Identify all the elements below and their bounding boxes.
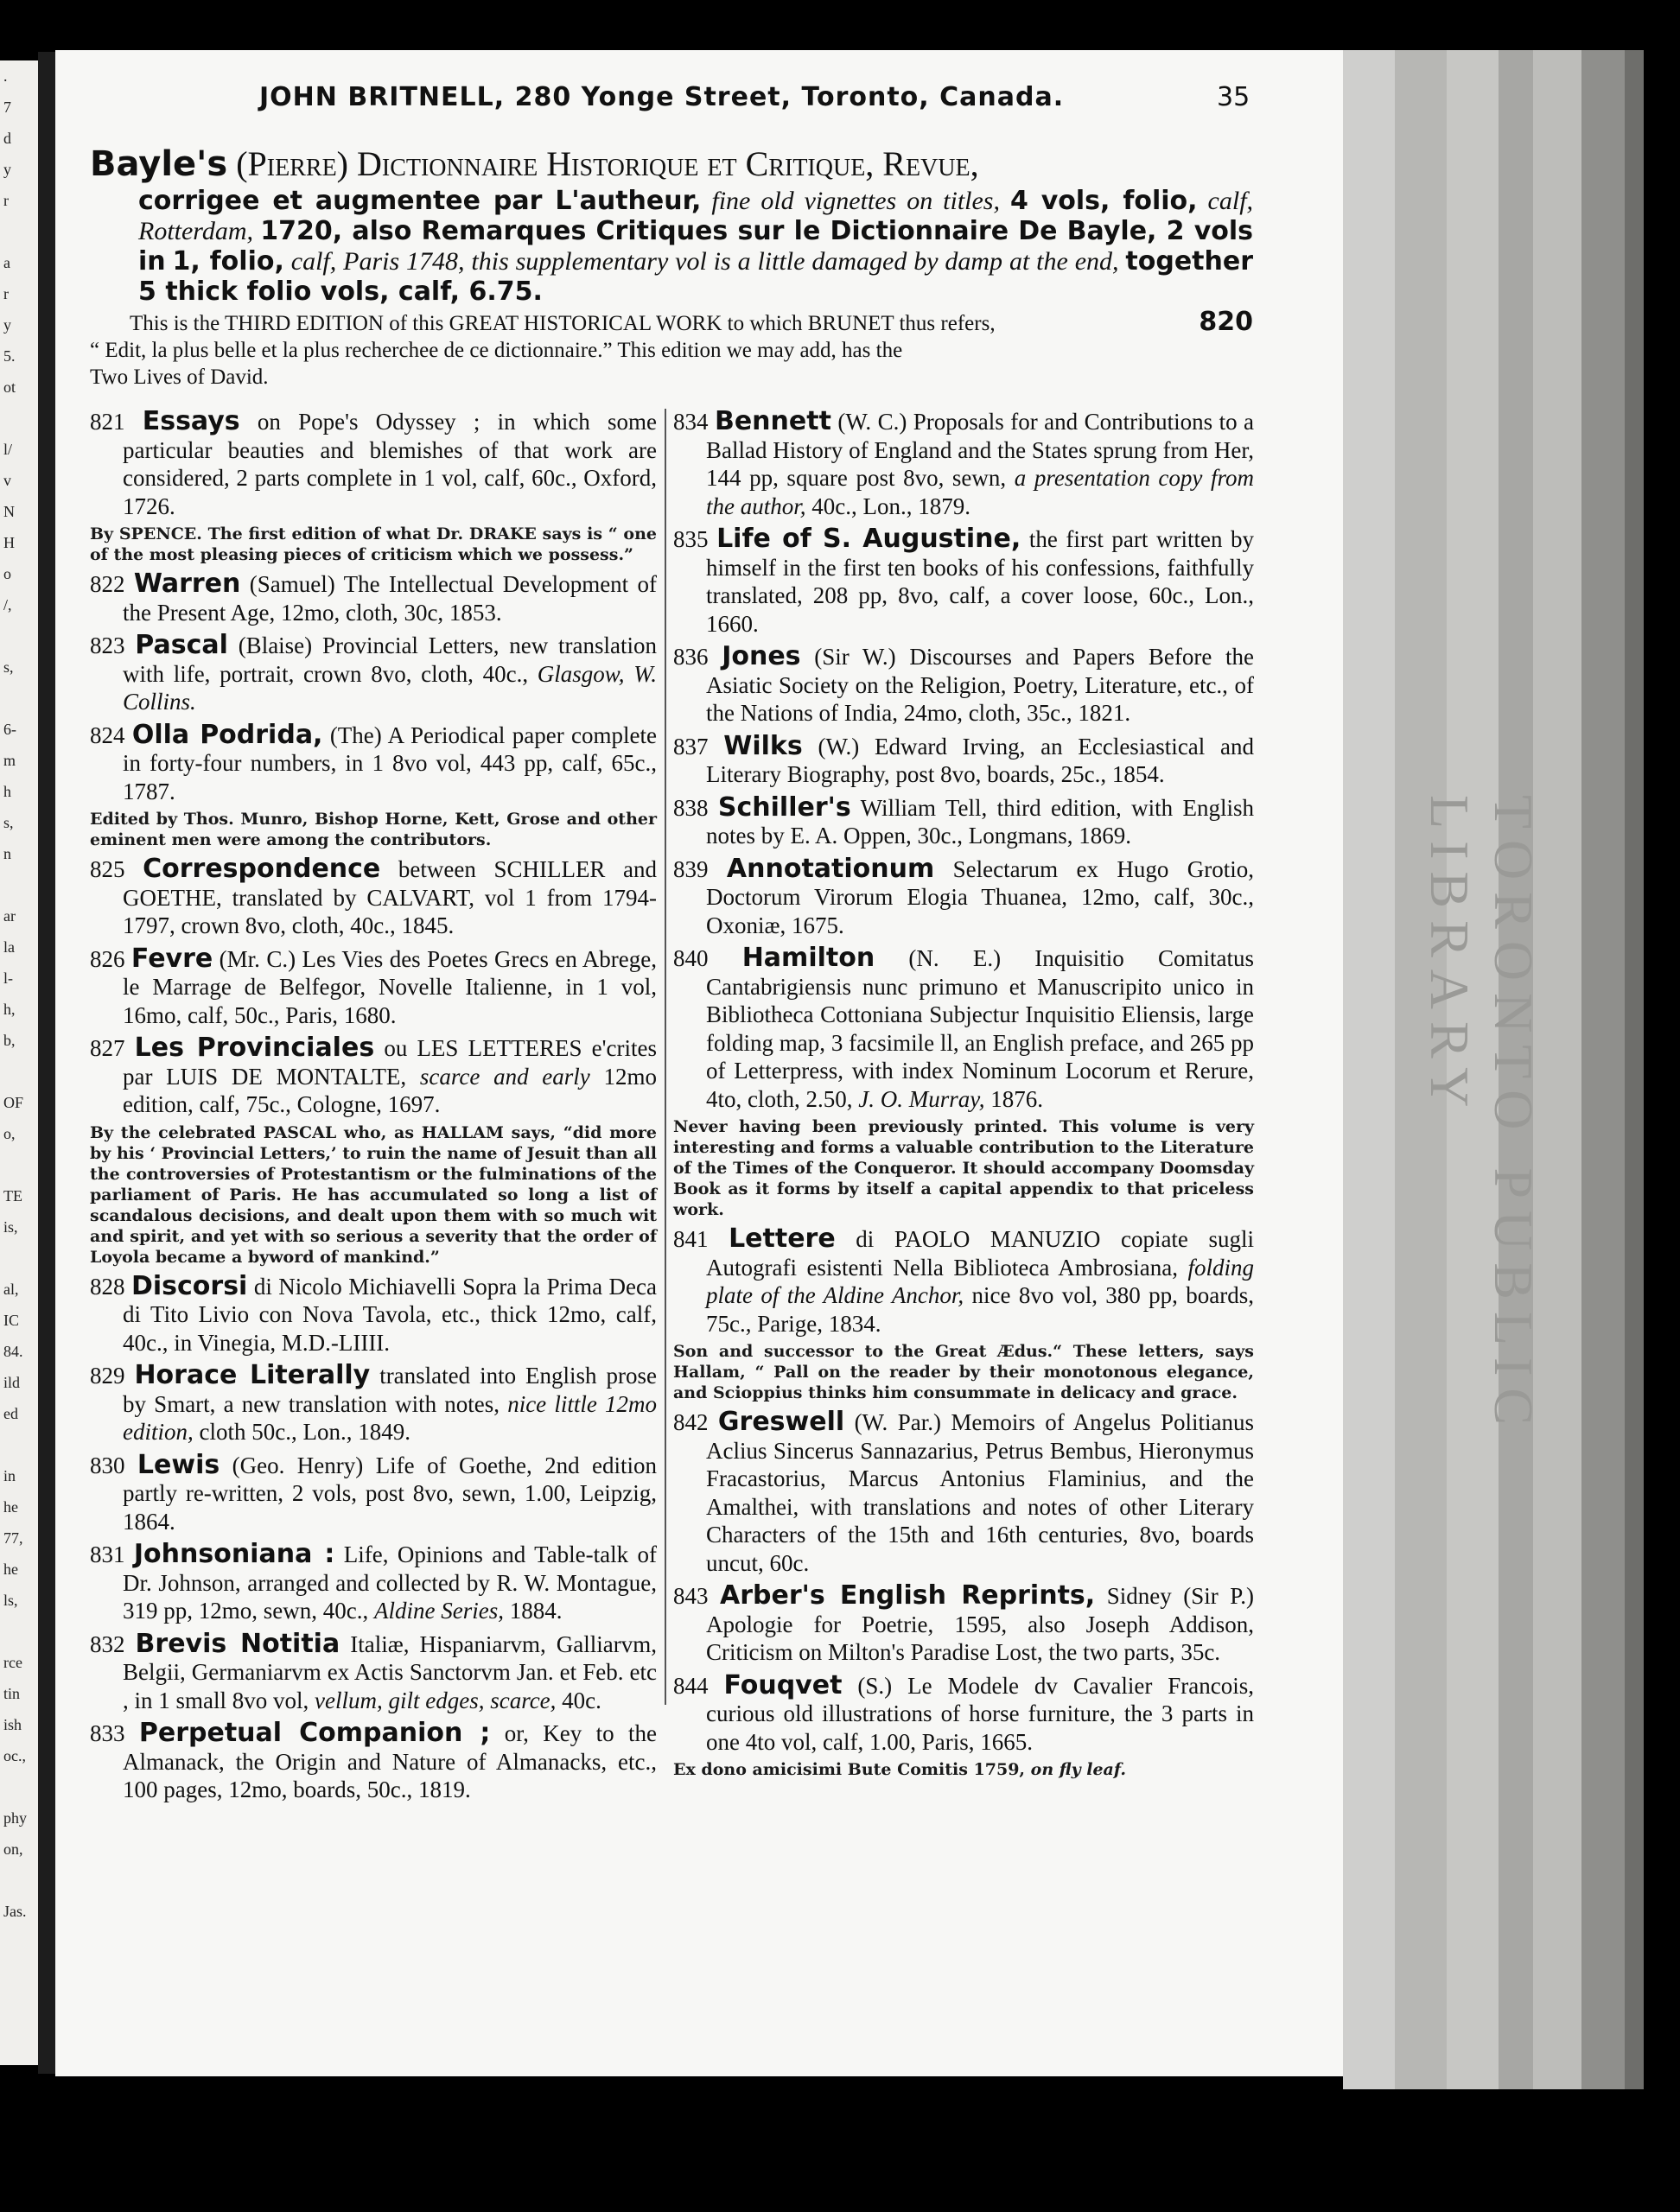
entry-keyword: Wilks: [723, 730, 803, 761]
catalogue-entry: [673, 855, 1254, 940]
entry-keyword: Annotationum: [726, 853, 935, 884]
entry-keyword: Fouqvet: [723, 1669, 843, 1700]
entry-description: (W.) Edward Irving, an Ecclesiastical and Literary Biography, post 8vo, boards, 25c., 1854.: [706, 733, 1255, 787]
entry-lot-number: 844: [673, 1672, 709, 1699]
entry-text: [673, 730, 1255, 789]
margin-fragment: ish: [3, 1716, 22, 1733]
entry-text: [673, 643, 1254, 728]
entry-note: [90, 809, 657, 850]
entry-description-end: 1884.: [509, 1598, 563, 1624]
margin-fragment: o: [3, 565, 11, 582]
entry-lot-number: 834: [673, 409, 709, 435]
margin-fragment: is,: [3, 1218, 18, 1236]
entry-italic: vellum, gilt edges, scarce,: [315, 1687, 557, 1713]
entry-description: (W. Par.) Memoirs of Angelus Politianus Aclius Sincerus Sannazarius, Petrus Bembus, Hieronymus Fracastorius, Marcus Antonius Flaminius, and the Amalthei, with translations and notes of other Literary Characters of the 15th and 16th centuries, 8vo, boards uncut, 60c.: [706, 1409, 1255, 1576]
entry-note: [673, 1116, 1254, 1220]
margin-fragment: [3, 1865, 38, 1896]
margin-fragment: o,: [3, 1125, 16, 1142]
margin-fragment: IC: [3, 1312, 19, 1329]
featured-text: corrigee et augmentee par L'autheur,: [138, 186, 702, 216]
catalogue-entry: [673, 643, 1254, 728]
entry-text: [90, 1630, 657, 1715]
entry-description: Sidney (Sir P.) Apologie for Poetrie, 1595, also Joseph Addison, Criticism on Milton's Paradise Lost, the two parts, 35c.: [706, 1583, 1254, 1665]
catalogue-entry: [673, 1582, 1254, 1667]
entry-keyword: Pascal: [135, 630, 228, 660]
featured-title: [90, 143, 1253, 186]
left-page-edge: [0, 60, 38, 2065]
margin-fragment: n: [3, 845, 11, 862]
catalogue-entry: [673, 1669, 1255, 1781]
featured-text: together 5 thick folio vols, calf, 6.75.: [138, 246, 1254, 307]
entry-description: translated into English prose by Smart, a new translation with notes,: [123, 1363, 657, 1417]
margin-fragment: l-: [3, 969, 13, 987]
featured-text: calf, Paris 1748, this supplementary vol is a little damaged by damp at the end,: [290, 247, 1119, 276]
margin-fragment: he: [3, 1560, 18, 1578]
margin-fragment: 84.: [3, 1343, 23, 1360]
entry-keyword: Discorsi: [130, 1270, 248, 1301]
entry-description: William Tell, third edition, with English notes by E. A. Oppen, 30c., Longmans, 1869.: [706, 794, 1254, 849]
catalogue-entry: [90, 1541, 657, 1625]
featured-text: 4 vols, folio,: [1009, 186, 1198, 216]
catalogue-entry: [90, 1630, 657, 1715]
catalogue-entry: [90, 1034, 657, 1268]
entry-lot-number: 823: [90, 632, 125, 658]
entry-text: [90, 1541, 657, 1625]
entry-lot-number: 825: [90, 856, 125, 882]
margin-fragment: 77,: [3, 1529, 23, 1547]
entry-lot-number: 837: [673, 733, 709, 760]
margin-fragment: /,: [3, 596, 12, 613]
entry-note-text: By the celebrated PASCAL who, as HALLAM says, “did more by his ‘ Provincial Letters,’ to ruin the name of Jesuit than all the controversies of Protestantism or the fulminations of the parliament of Paris. He has accumulated so long a list of scandalous decisions, and dealt upon them with so much wit and spirit, and yet with so serious a severity that the order of Loyola became a byword of mankind.”: [90, 1122, 657, 1267]
entry-keyword: Jones: [722, 641, 801, 671]
featured-text: 1, folio,: [172, 246, 284, 276]
margin-fragment: oc.,: [3, 1747, 26, 1764]
entry-description-end: nice 8vo vol, 380 pp, boards, 75c., Parige, 1834.: [706, 1282, 1255, 1337]
entry-lot-number: 821: [90, 409, 125, 435]
entry-description: (Blaise) Provincial Letters, new translation with life, portrait, crown 8vo, cloth, 40c.,: [123, 632, 657, 687]
entry-description: (Mr. C.) Les Vies des Poetes Grecs en Abrege, le Marrage de Belfegor, Novelle Italienne, in 1 vol, 16mo, calf, 50c., Paris, 1680.: [123, 945, 658, 1028]
entry-keyword: Arber's English Reprints,: [720, 1580, 1096, 1611]
entry-text: [673, 1669, 1255, 1757]
entry-note-text: Never having been previously printed. This volume is very interesting and forms a valuable contribution to the Literature of the Times of the Conqueror. It should accompany Doomsday Book as it forms by itself a capital appendix to that priceless work.: [673, 1117, 1254, 1219]
entry-note: [673, 1759, 1254, 1780]
entry-lot-number: 838: [673, 794, 709, 821]
entry-description-end: cloth 50c., Lon., 1849.: [199, 1419, 410, 1445]
entry-description: (W. C.) Proposals for and Contributions to a Ballad History of England and the States sprung from Her, 144 pp, square post 8vo, sewn,: [706, 409, 1255, 491]
entry-text: [90, 1034, 657, 1119]
page-edge-band: [1625, 50, 1644, 2089]
entry-note-text: By SPENCE. The first edition of what Dr. DRAKE says is “ one of the most pleasing pieces of criticism which we possess.”: [90, 524, 657, 564]
entry-keyword: Lettere: [729, 1224, 836, 1254]
margin-fragment: he: [3, 1498, 18, 1516]
margin-fragment: [3, 1056, 38, 1087]
entry-lot-number: 830: [90, 1452, 125, 1478]
entry-lot-number: 833: [90, 1720, 125, 1746]
margin-fragment: OF: [3, 1094, 24, 1111]
entry-keyword: Correspondence: [143, 854, 381, 884]
entry-description: (S.) Le Modele dv Cavalier Francois, curious old illustrations of horse furniture, the 3 parts in one 4to vol, calf, 1.00, Paris, 1665.: [706, 1672, 1255, 1755]
entry-note: [673, 1341, 1254, 1403]
entry-keyword: Horace Literally: [134, 1360, 371, 1390]
entry-keyword: Life of S. Augustine,: [716, 524, 1021, 554]
catalogue-entry: [90, 632, 657, 716]
library-edge-stamp: [1417, 795, 1544, 1745]
margin-fragment: 6-: [3, 721, 16, 738]
entry-description-end: 40c., Lon., 1879.: [811, 493, 970, 519]
entry-keyword: Brevis Notitia: [135, 1628, 340, 1659]
entry-keyword: Perpetual Companion ;: [138, 1718, 491, 1748]
margin-fragment: ot: [3, 378, 16, 396]
catalogue-entry: [673, 730, 1255, 789]
entry-lot-number: 829: [90, 1363, 125, 1389]
left-margin-fragments: [3, 60, 38, 1927]
margin-fragment: a: [3, 254, 10, 271]
margin-fragment: b,: [3, 1032, 16, 1049]
margin-fragment: m: [3, 752, 16, 769]
margin-fragment: 7: [3, 99, 11, 116]
column-divider: [665, 409, 666, 1705]
catalogue-entry: [90, 721, 657, 851]
entry-text: [673, 1408, 1254, 1577]
featured-text: Rotterdam,: [138, 217, 254, 245]
entry-italic: Glasgow, W. Collins.: [123, 660, 658, 715]
entry-description: on Pope's Odyssey ; in which some particular beauties and blemishes of that work are considered, 2 parts complete in 1 vol, calf, 60c., Oxford, 1726.: [123, 409, 658, 519]
entry-keyword: Olla Podrida,: [131, 719, 323, 750]
margin-fragment: rce: [3, 1654, 22, 1671]
margin-fragment: on,: [3, 1840, 23, 1858]
featured-description: [90, 186, 1253, 307]
margin-fragment: ar: [3, 907, 16, 925]
margin-fragment: la: [3, 938, 15, 956]
entry-text: [673, 944, 1254, 1113]
catalogue-entry: [90, 570, 657, 626]
featured-text: calf,: [1207, 187, 1254, 215]
catalogue-column-left: [90, 408, 657, 1809]
entry-italic: nice little 12mo edition,: [123, 1390, 658, 1445]
featured-entry: [90, 143, 1253, 391]
entry-keyword: Lewis: [137, 1449, 220, 1480]
featured-note: [90, 310, 1253, 391]
entry-lot-number: 832: [90, 1630, 125, 1657]
featured-text: fine old vignettes on titles,: [711, 187, 1000, 215]
entry-italic: a presentation copy from the author,: [706, 465, 1254, 519]
margin-fragment: tin: [3, 1685, 21, 1702]
entry-text: [673, 525, 1254, 638]
margin-fragment: [3, 683, 38, 714]
margin-fragment: [3, 620, 38, 652]
entry-italic: J. O. Murray,: [858, 1085, 985, 1112]
entry-description: Selectarum ex Hugo Grotio, Doctorum Virorum Elogia Thuanea, 12mo, calf, 30c., Oxoniæ, 1675.: [706, 855, 1255, 938]
entry-keyword: Essays: [142, 406, 240, 436]
margin-fragment: l/: [3, 441, 13, 458]
entry-text: [90, 632, 657, 716]
page-edge-band: [1343, 50, 1395, 2089]
entry-description: or, Key to the Almanack, the Origin and Nature of Almanacks, etc., 100 pages, 12mo, boards, 50c., 1819.: [123, 1720, 657, 1802]
entry-text: [90, 570, 657, 626]
entry-lot-number: 827: [90, 1035, 125, 1061]
margin-fragment: .: [3, 67, 8, 85]
entry-text: [673, 855, 1254, 940]
featured-text: 1720, also Remarques Critiques sur le Dictionnaire De Bayle, 2 vols in: [138, 216, 1254, 276]
entry-note-text: Edited by Thos. Munro, Bishop Horne, Kett, Grose and other eminent men were among the contributors.: [90, 810, 657, 849]
margin-fragment: [3, 403, 38, 434]
entry-description: (Sir W.) Discourses and Papers Before the Asiatic Society on the Religion, Poetry, Literature, etc., of the Nations of India, 24mo, cloth, 35c., 1821.: [706, 644, 1254, 726]
entry-keyword: Warren: [133, 569, 241, 599]
entry-description: between SCHILLER and GOETHE, translated by CALVART, vol 1 from 1794-1797, crown 8vo, cloth, 40c., 1845.: [123, 856, 658, 938]
margin-fragment: s,: [3, 814, 14, 831]
catalogue-entry: [90, 408, 657, 565]
entry-description: Life, Opinions and Table-talk of Dr. Johnson, arranged and collected by R. W. Montague, 319 pp, 12mo, sewn, 40c.,: [123, 1541, 658, 1624]
margin-fragment: al,: [3, 1281, 19, 1298]
margin-fragment: [3, 1771, 38, 1802]
catalogue-entry: [90, 1449, 658, 1536]
book-gutter: [38, 52, 55, 2074]
entry-keyword: Fevre: [130, 943, 213, 974]
margin-fragment: y: [3, 161, 11, 178]
entry-lot-number: 828: [90, 1273, 125, 1300]
margin-fragment: ed: [3, 1405, 18, 1422]
catalogue-entry: [673, 408, 1254, 520]
margin-fragment: d: [3, 130, 11, 147]
margin-fragment: s,: [3, 658, 14, 676]
entry-lot-number: 831: [90, 1541, 125, 1567]
entry-description: (N. E.) Inquisitio Comitatus Cantabrigiensis nunc primuno et Manuscripito unico in Bibliotheca Cottoniana Subjectur Inquisitio Eliensis, large folding map, 3 facsimile ll, an English preface, and 265 pp of Letterpress, with index Nominum Locorum et Rerure, 4to, cloth, 2.50,: [706, 945, 1254, 1112]
entry-lot-number: 826: [90, 945, 125, 972]
catalogue-entry: [90, 855, 657, 940]
margin-fragment: TE: [3, 1187, 22, 1205]
entry-text: [90, 408, 657, 520]
margin-fragment: in: [3, 1467, 16, 1484]
catalogue-entry: [673, 1408, 1254, 1577]
entry-keyword: Hamilton: [741, 943, 875, 973]
running-head: JOHN BRITNELL, 280 Yonge Street, Toronto, Canada.: [259, 82, 1065, 112]
entry-description: di Nicolo Michiavelli Sopra la Prima Deca di Tito Livio con Nova Tavola, etc., thick 12mo, calf, 40c., in Vinegia, M.D.-LIIII.: [123, 1273, 657, 1356]
margin-fragment: v: [3, 472, 11, 489]
entry-description: ou LES LETTERES e'crites par LUIS DE MONTALTE,: [123, 1035, 658, 1090]
entry-italic: scarce and early: [419, 1063, 590, 1090]
entry-note: [90, 1122, 657, 1268]
entry-description: (Samuel) The Intellectual Development of the Present Age, 12mo, cloth, 30c, 1853.: [123, 571, 658, 626]
featured-note-line: “ Edit, la plus belle et la plus recherchee de ce dictionnaire.” This edition we may add, has the: [90, 339, 903, 362]
entry-description: Italiæ, Hispaniarvm, Galliarvm, Belgii, Germaniarvm ex Actis Sanctorvm Jan. et Feb. etc , in 1 small 8vo vol,: [123, 1630, 658, 1713]
entry-lot-number: 824: [90, 721, 125, 748]
margin-fragment: ls,: [3, 1592, 18, 1609]
margin-fragment: phy: [3, 1809, 27, 1827]
entry-italic: folding plate of the Aldine Anchor,: [706, 1254, 1255, 1308]
catalogue-entry: [673, 525, 1254, 638]
entry-text: [90, 1362, 657, 1446]
featured-note-line: Two Lives of David.: [90, 365, 269, 389]
entry-italic: Aldine Series,: [373, 1598, 504, 1624]
entry-text: [673, 408, 1254, 520]
margin-fragment: [3, 1429, 38, 1460]
entry-lot-number: 839: [673, 855, 709, 882]
entry-description: the first part written by himself in the first ten books of his confessions, faithfully translated, 208 pp, 8vo, calf, a cover loose, 60c., Lon., 1660.: [706, 526, 1255, 637]
entry-note-text: Son and successor to the Great Ædus.“ These letters, says Hallam, “ Pall on the reader by their monotonous elegance, and Scioppius thinks him consummate in delicacy and grace.: [673, 1342, 1254, 1402]
entry-text: [90, 721, 657, 806]
featured-title-rest: (Pierre) Dictionnaire Historique et Critique, Revue,: [236, 144, 979, 183]
library-stamp-text: TORONTO PUBLIC LIBRARY: [1419, 795, 1544, 1438]
margin-fragment: [3, 869, 38, 900]
margin-fragment: [3, 1243, 38, 1274]
entry-text: [90, 945, 657, 1030]
catalogue-entry: [90, 945, 657, 1030]
featured-note-line: This is the THIRD EDITION of this GREAT HISTORICAL WORK to which BRUNET thus refers,: [130, 312, 996, 335]
margin-fragment: [3, 1149, 38, 1180]
margin-fragment: 5.: [3, 347, 16, 365]
entry-note-text: Ex dono amicisimi Bute Comitis 1759,: [673, 1760, 1026, 1779]
entry-description: di PAOLO MANUZIO copiate sugli Autografi esistenti Nella Biblioteca Ambrosiana,: [706, 1226, 1254, 1281]
catalogue-entry: [90, 1270, 657, 1357]
entry-description-end: 40c.: [562, 1687, 601, 1713]
entry-text: [673, 1582, 1254, 1667]
entry-lot-number: 843: [673, 1583, 709, 1609]
catalogue-entry: [673, 791, 1254, 850]
entry-note-italic: on fly leaf.: [1030, 1760, 1126, 1779]
entry-text: [673, 1225, 1254, 1338]
entry-keyword: Schiller's: [717, 791, 851, 823]
page-number: 35: [1217, 82, 1250, 112]
margin-fragment: h,: [3, 1001, 16, 1018]
entry-lot-number: 835: [673, 526, 709, 552]
entry-description-end: 12mo edition, calf, 75c., Cologne, 1697.: [123, 1063, 658, 1117]
margin-fragment: [3, 216, 38, 247]
margin-fragment: r: [3, 192, 9, 209]
margin-fragment: N: [3, 503, 15, 520]
entry-keyword: Greswell: [717, 1407, 845, 1437]
margin-fragment: ild: [3, 1374, 21, 1391]
featured-author: Bayle's: [90, 144, 228, 184]
catalogue-entry: [90, 1362, 657, 1446]
margin-fragment: Jas.: [3, 1903, 27, 1920]
catalogue-entry: [90, 1719, 657, 1804]
catalogue-entry: [673, 944, 1254, 1220]
entry-description: (Geo. Henry) Life of Goethe, 2nd edition partly re-written, 2 vols, post 8vo, sewn, 1.00, Leipzig, 1864.: [123, 1452, 658, 1535]
entry-note: [90, 524, 657, 565]
entry-lot-number: 840: [673, 945, 709, 971]
entry-keyword: Johnsoniana :: [133, 1539, 335, 1569]
entry-description-end: 1876.: [990, 1085, 1043, 1112]
entry-text: [90, 855, 657, 940]
entry-lot-number: 822: [90, 571, 125, 597]
entry-text: [90, 1270, 657, 1357]
entry-text: [90, 1449, 658, 1536]
margin-fragment: y: [3, 316, 11, 334]
featured-lot-number: 820: [1199, 307, 1253, 337]
entry-lot-number: 836: [673, 644, 709, 670]
catalogue-entry: [673, 1225, 1254, 1403]
entry-text: [673, 791, 1254, 850]
page-edge-band: [1581, 50, 1625, 2089]
entry-keyword: Les Provinciales: [134, 1033, 375, 1063]
margin-fragment: [3, 1616, 38, 1647]
margin-fragment: r: [3, 285, 9, 302]
margin-fragment: H: [3, 534, 15, 551]
catalogue-column-right: [673, 408, 1254, 1785]
entry-keyword: Bennett: [714, 406, 831, 436]
entry-text: [90, 1719, 657, 1804]
margin-fragment: h: [3, 783, 11, 800]
entry-description: (The) A Periodical paper complete in forty-four numbers, in 1 8vo vol, 443 pp, calf, 65c., 1787.: [123, 721, 658, 804]
entry-lot-number: 841: [673, 1226, 709, 1252]
entry-lot-number: 842: [673, 1409, 709, 1435]
